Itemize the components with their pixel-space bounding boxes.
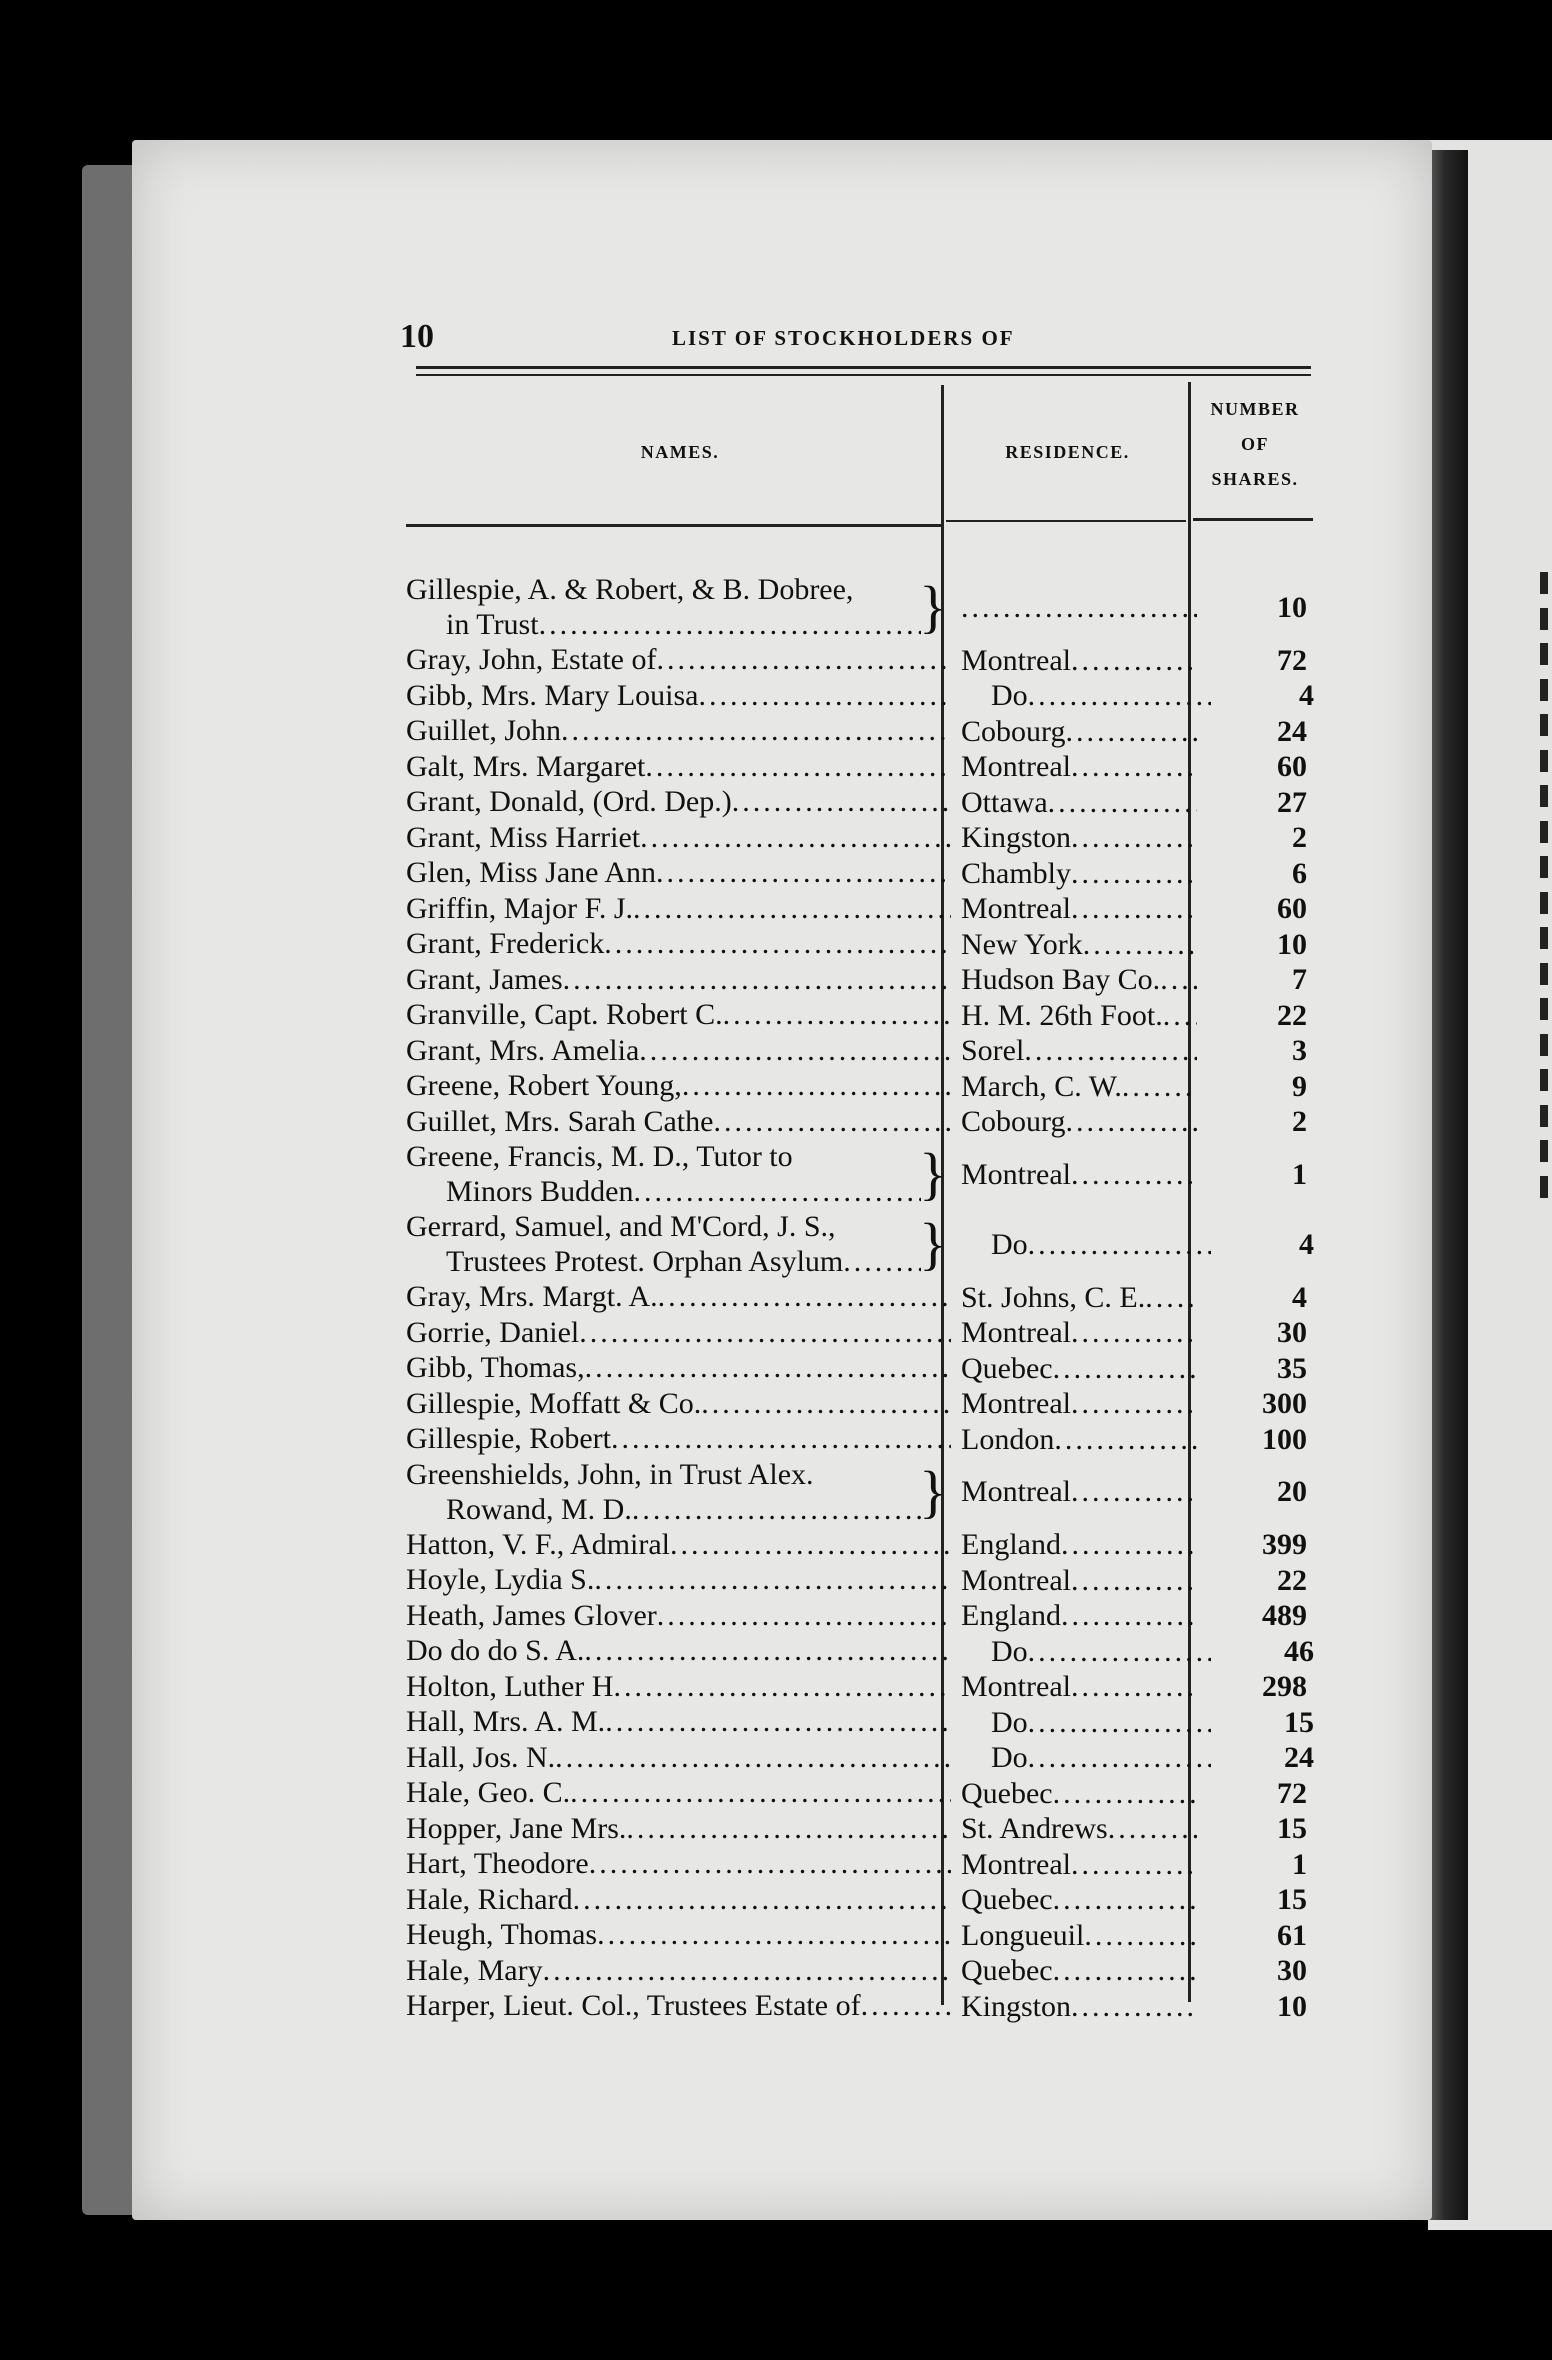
number-of-shares: 27 [1277, 785, 1307, 819]
name-text: Gerrard, Samuel, and M'Cord, J. S., [406, 1210, 836, 1243]
name-text: Grant, Mrs. Amelia [406, 1033, 640, 1067]
residence-text: Montreal [961, 1563, 1071, 1597]
table-row [406, 1421, 1326, 1457]
facing-page-text-fragment [1540, 892, 1548, 914]
number-of-shares: 15 [1284, 1705, 1314, 1739]
name-text: Gillespie, A. & Robert, & B. Dobree, [406, 573, 854, 606]
residence-text: Cobourg [961, 714, 1066, 748]
residence [951, 1918, 1197, 1953]
table-row [406, 962, 1326, 998]
stockholder-name [406, 1386, 951, 1422]
stockholder-name [406, 1350, 951, 1386]
table-row [406, 713, 1326, 749]
table-row [406, 1386, 1326, 1422]
facing-page-text-fragment [1540, 927, 1548, 949]
residence-text: Montreal [961, 1847, 1071, 1881]
residence [951, 1157, 1197, 1192]
number-of-shares: 60 [1277, 750, 1307, 783]
residence-text: England [961, 1528, 1061, 1561]
name-text: Grant, Frederick [406, 927, 605, 960]
stockholder-name [406, 926, 951, 962]
table-row [406, 1669, 1326, 1705]
brace-mark: } [919, 574, 947, 639]
name-text: Holton, Luther H [406, 1669, 614, 1703]
number-of-shares: 46 [1284, 1634, 1314, 1668]
name-continuation: Minors Budden [446, 1175, 634, 1208]
number-of-shares: 1 [1292, 1847, 1307, 1881]
table-row [406, 997, 1326, 1033]
residence [951, 1563, 1197, 1598]
number-of-shares: 22 [1277, 998, 1307, 1032]
stockholder-name [406, 1669, 951, 1705]
number-of-shares: 298 [1262, 1670, 1307, 1703]
residence [951, 962, 1197, 997]
number-of-shares: 24 [1277, 714, 1307, 748]
residence [951, 1740, 1211, 1775]
facing-page-text-fragment [1540, 608, 1548, 630]
table-row [406, 1953, 1326, 1989]
stockholders-table [406, 572, 1326, 2024]
table-row [406, 855, 1326, 891]
number-of-shares: 399 [1262, 1528, 1307, 1561]
residence [951, 590, 1197, 625]
number-of-shares: 72 [1277, 1776, 1307, 1810]
name-continuation: Rowand, M. D. [446, 1492, 632, 1526]
stockholder-name [406, 678, 951, 714]
residence [951, 1847, 1197, 1882]
stockholder-name [406, 1953, 951, 1989]
facing-page-text-fragment [1540, 1034, 1548, 1056]
stockholder-name [406, 1598, 951, 1634]
table-row [406, 1104, 1326, 1140]
stockholder-name [406, 1421, 951, 1457]
names-column-header: NAMES. [640, 442, 720, 462]
residence-text: Montreal [961, 750, 1071, 783]
name-text: Greene, Robert Young, [406, 1069, 682, 1102]
number-of-shares: 4 [1299, 1227, 1314, 1261]
stockholder-name [406, 642, 951, 678]
residence [951, 1527, 1197, 1562]
name-text: Gorrie, Daniel [406, 1315, 580, 1349]
residence-text: Quebec [961, 1351, 1053, 1385]
residence [951, 1882, 1197, 1917]
residence [951, 820, 1197, 855]
facing-page-text-fragment [1540, 821, 1548, 843]
name-text: Guillet, Mrs. Sarah Cathe [406, 1104, 714, 1138]
table-row [406, 1598, 1326, 1634]
residence-text: Montreal [961, 1475, 1071, 1508]
table-row [406, 926, 1326, 962]
stockholder-name [406, 1139, 951, 1209]
shares-column-rule [1193, 518, 1313, 521]
names-column-rule [406, 524, 941, 527]
residence-text: Montreal [961, 1387, 1071, 1420]
residence-text: New York [961, 927, 1083, 961]
stockholder-name [406, 1917, 951, 1953]
residence-text: Quebec [961, 1954, 1053, 1987]
table-row [406, 1457, 1326, 1527]
number-of-shares: 22 [1277, 1563, 1307, 1597]
residence [951, 998, 1197, 1033]
table-row [406, 642, 1326, 678]
residence-text: Cobourg [961, 1105, 1066, 1138]
facing-page-text-fragment [1540, 785, 1548, 807]
number-of-shares: 489 [1262, 1599, 1307, 1632]
residence-text: March, C. W. [961, 1069, 1122, 1103]
name-text: Gray, Mrs. Margt. A. [406, 1280, 658, 1313]
brace-mark: } [919, 1141, 947, 1206]
name-text: Hale, Richard [406, 1882, 573, 1916]
facing-page-text-fragment [1540, 679, 1548, 701]
facing-page-text-fragment [1540, 1176, 1548, 1198]
stockholder-name [406, 1633, 951, 1669]
stockholder-name [406, 855, 951, 891]
name-text: Do do do S. A. [406, 1634, 585, 1667]
shares-header-line-3: SHARES. [1211, 469, 1299, 489]
residence [951, 1227, 1211, 1262]
residence [951, 785, 1197, 820]
residence [951, 1069, 1197, 1104]
residence-text: Sorel [961, 1034, 1025, 1067]
number-of-shares: 30 [1277, 1954, 1307, 1987]
residence-text: St. Andrews [961, 1812, 1108, 1845]
residence [951, 678, 1211, 713]
table-row [406, 749, 1326, 785]
residence-text: Ottawa [961, 785, 1048, 819]
stockholder-name [406, 1988, 951, 2024]
residence-text: Do [991, 679, 1028, 712]
residence-text: Chambly [961, 856, 1071, 890]
number-of-shares: 60 [1277, 892, 1307, 925]
residence [951, 891, 1197, 926]
header-rule-top [416, 366, 1311, 369]
number-of-shares: 72 [1277, 643, 1307, 677]
residence-text: Do [991, 1634, 1028, 1668]
stockholder-name [406, 1882, 951, 1918]
name-text: Greenshields, John, in Trust Alex. [406, 1457, 814, 1491]
stockholder-name [406, 1104, 951, 1140]
table-row [406, 1209, 1326, 1279]
number-of-shares: 300 [1262, 1387, 1307, 1420]
stockholder-name [406, 1562, 951, 1598]
table-row [406, 891, 1326, 927]
name-continuation: Trustees Protest. Orphan Asylum [446, 1245, 844, 1278]
name-text: Harper, Lieut. Col., Trustees Estate of [406, 1989, 861, 2022]
stockholder-name [406, 820, 951, 856]
table-row [406, 1775, 1326, 1811]
table-row [406, 1633, 1326, 1669]
name-continuation: in Trust [446, 608, 539, 641]
residence [951, 1598, 1197, 1633]
table-row [406, 1704, 1326, 1740]
stockholder-name [406, 1811, 951, 1847]
number-of-shares: 1 [1292, 1157, 1307, 1191]
name-text: Hall, Mrs. A. M. [406, 1705, 606, 1738]
name-text: Hale, Mary [406, 1953, 543, 1987]
name-text: Gillespie, Robert [406, 1422, 611, 1455]
residence [951, 1104, 1197, 1139]
residence-column-rule [946, 520, 1186, 522]
facing-page-text-fragment [1540, 714, 1548, 736]
facing-page-text-fragment [1540, 750, 1548, 772]
table-row [406, 1811, 1326, 1847]
name-text: Gillespie, Moffatt & Co. [406, 1386, 702, 1420]
number-of-shares: 24 [1284, 1741, 1314, 1774]
table-row [406, 1527, 1326, 1563]
table-row [406, 1988, 1326, 2024]
table-row [406, 784, 1326, 820]
number-of-shares: 61 [1277, 1918, 1307, 1952]
residence-text: Do [991, 1705, 1028, 1739]
stockholder-name [406, 1033, 951, 1069]
number-of-shares: 3 [1292, 1034, 1307, 1067]
table-row [406, 1917, 1326, 1953]
number-of-shares: 4 [1299, 679, 1314, 712]
facing-page-text-fragment [1540, 998, 1548, 1020]
residence [951, 1351, 1197, 1386]
name-text: Hoyle, Lydia S. [406, 1563, 595, 1596]
residence-text: Quebec [961, 1883, 1053, 1916]
residence-text: Quebec [961, 1776, 1053, 1810]
running-title: LIST OF STOCKHOLDERS OF [672, 326, 1015, 350]
residence-text: Montreal [961, 643, 1071, 677]
residence-text: Do [991, 1741, 1028, 1774]
stockholder-name [406, 1740, 951, 1776]
stockholder-name [406, 1704, 951, 1740]
residence [951, 1634, 1211, 1669]
stockholder-name [406, 1209, 951, 1279]
residence-text: England [961, 1599, 1061, 1632]
residence [951, 927, 1197, 962]
stockholder-name [406, 784, 951, 820]
name-text: Griffin, Major F. J. [406, 891, 634, 925]
stockholder-name [406, 713, 951, 749]
stockholder-name [406, 962, 951, 998]
name-text: Grant, Donald, (Ord. Dep.) [406, 785, 732, 818]
residence [951, 1776, 1197, 1811]
residence-text: Longueuil [961, 1918, 1085, 1952]
stockholder-name [406, 1068, 951, 1104]
residence [951, 1474, 1197, 1509]
stockholder-name [406, 1315, 951, 1351]
residence [951, 1280, 1197, 1315]
stockholder-name [406, 1279, 951, 1315]
table-row [406, 572, 1326, 642]
name-text: Hopper, Jane Mrs. [406, 1811, 627, 1845]
stockholder-name [406, 1457, 951, 1527]
shares-header-line-1: NUMBER [1210, 399, 1300, 419]
residence [951, 1953, 1197, 1988]
number-of-shares: 100 [1262, 1422, 1307, 1456]
number-of-shares: 7 [1292, 963, 1307, 996]
stockholder-name [406, 1846, 951, 1882]
table-row [406, 1740, 1326, 1776]
residence [951, 1811, 1197, 1846]
residence [951, 714, 1197, 749]
residence-column-header: RESIDENCE. [1005, 442, 1130, 462]
number-of-shares: 2 [1292, 1105, 1307, 1138]
number-of-shares: 30 [1277, 1316, 1307, 1349]
name-text: Granville, Capt. Robert C. [406, 998, 723, 1031]
table-row [406, 1033, 1326, 1069]
stockholder-name [406, 1775, 951, 1811]
residence [951, 643, 1197, 678]
name-text: Heath, James Glover [406, 1598, 657, 1632]
facing-page-text-fragment [1540, 643, 1548, 665]
name-text: Greene, Francis, M. D., Tutor to [406, 1140, 793, 1173]
table-row [406, 1068, 1326, 1104]
residence-text: Montreal [961, 892, 1071, 925]
residence [951, 1422, 1197, 1457]
residence-text: Montreal [961, 1670, 1071, 1703]
number-of-shares: 10 [1277, 927, 1307, 961]
number-of-shares: 10 [1277, 590, 1307, 624]
name-text: Hatton, V. F., Admiral [406, 1527, 671, 1561]
name-text: Gibb, Thomas, [406, 1351, 585, 1384]
number-of-shares: 6 [1292, 856, 1307, 890]
facing-page-text-fragment [1540, 1069, 1548, 1091]
table-row [406, 1315, 1326, 1351]
residence [951, 1033, 1197, 1068]
name-text: Gray, John, Estate of [406, 643, 657, 676]
facing-page-text-fragment [1540, 856, 1548, 878]
number-of-shares: 4 [1292, 1280, 1307, 1314]
residence [951, 1386, 1197, 1421]
residence [951, 1669, 1197, 1704]
residence-text: St. Johns, C. E. [961, 1280, 1146, 1314]
shares-header-line-2: OF [1241, 434, 1269, 454]
table-row [406, 1350, 1326, 1386]
table-row [406, 820, 1326, 856]
number-of-shares: 20 [1277, 1475, 1307, 1508]
facing-page-text-fragment [1540, 1105, 1548, 1127]
stockholder-name [406, 572, 951, 642]
number-of-shares: 35 [1277, 1351, 1307, 1385]
number-of-shares: 9 [1292, 1069, 1307, 1103]
residence-text: Hudson Bay Co. [961, 963, 1161, 996]
residence [951, 1989, 1197, 2024]
residence [951, 856, 1197, 891]
name-text: Hart, Theodore [406, 1847, 589, 1880]
page-number: 10 [400, 318, 434, 355]
facing-page-text-fragment [1540, 1140, 1548, 1162]
table-row [406, 1562, 1326, 1598]
table-row [406, 1846, 1326, 1882]
stockholder-name [406, 997, 951, 1033]
brace-mark: } [919, 1211, 947, 1276]
name-text: Grant, Miss Harriet [406, 820, 641, 854]
header-rule-bottom [416, 374, 1311, 376]
number-of-shares: 15 [1277, 1812, 1307, 1845]
residence-text: H. M. 26th Foot. [961, 998, 1163, 1032]
number-of-shares: 10 [1277, 1989, 1307, 2023]
residence [951, 749, 1197, 784]
number-of-shares: 2 [1292, 821, 1307, 854]
residence [951, 1315, 1197, 1350]
residence-text: Kingston [961, 821, 1072, 854]
residence-text: Montreal [961, 1316, 1071, 1349]
stockholder-name [406, 1527, 951, 1563]
residence-text: Kingston [961, 1989, 1072, 2023]
table-row [406, 1882, 1326, 1918]
shares-column-header [1195, 392, 1315, 497]
page-header [400, 318, 1310, 358]
name-text: Hale, Geo. C. [406, 1776, 571, 1809]
name-text: Galt, Mrs. Margaret [406, 749, 646, 783]
stockholder-name [406, 749, 951, 785]
name-text: Glen, Miss Jane Ann [406, 856, 656, 889]
facing-page-text-fragment [1540, 572, 1548, 594]
name-text: Guillet, John [406, 714, 561, 747]
brace-mark: } [919, 1458, 947, 1524]
number-of-shares: 15 [1277, 1883, 1307, 1916]
table-row [406, 1279, 1326, 1315]
table-row [406, 678, 1326, 714]
residence-text: Do [991, 1227, 1028, 1261]
name-text: Hall, Jos. N. [406, 1740, 556, 1774]
name-text: Heugh, Thomas [406, 1918, 598, 1951]
facing-page-text-fragment [1540, 963, 1548, 985]
stockholder-name [406, 891, 951, 927]
residence-text: London [961, 1422, 1055, 1456]
name-text: Gibb, Mrs. Mary Louisa [406, 678, 699, 712]
residence-text: Montreal [961, 1157, 1071, 1191]
table-row [406, 1139, 1326, 1209]
name-text: Grant, James [406, 962, 563, 996]
residence [951, 1705, 1211, 1740]
